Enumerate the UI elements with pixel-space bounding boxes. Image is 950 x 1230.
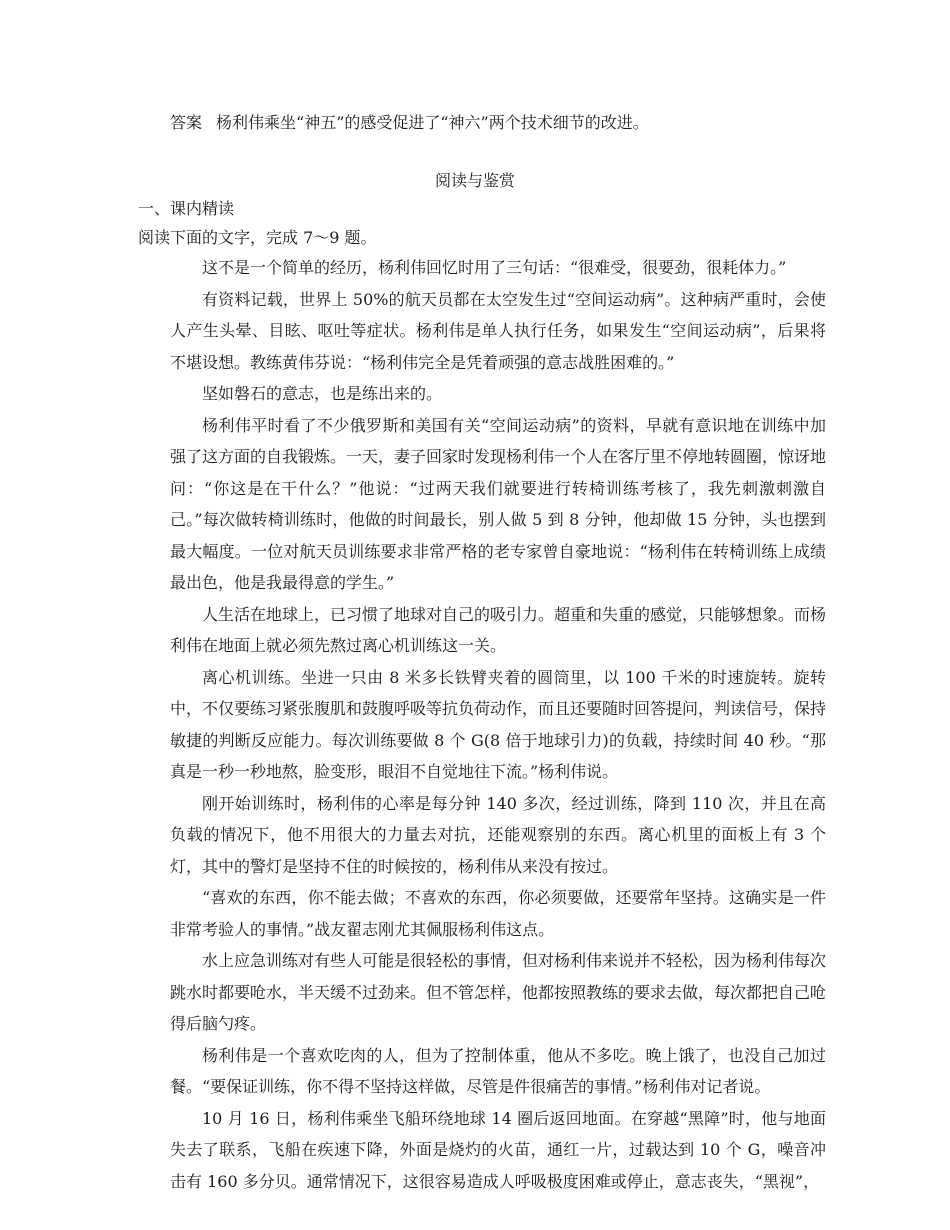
- passage-paragraph: 人生活在地球上，已习惯了地球对自己的吸引力。超重和失重的感觉，只能够想象。而杨利伟在地面上就必须先熬过离心机训练这一关。: [170, 604, 827, 655]
- reading-instruction: 阅读下面的文字，完成 7～9 题。: [138, 228, 377, 247]
- passage-paragraph: 这不是一个简单的经历，杨利伟回忆时用了三句话：“很难受，很要劲，很耗体力。”: [202, 258, 787, 277]
- passage-paragraph: 刚开始训练时，杨利伟的心率是每分钟 140 多次，经过训练，降到 110 次，并且在高负载的情况下，他不用很大的力量去对抗，还能观察别的东西。离心机里的面板上有 3 个灯，其中的警灯是坚持不住的时候按的，杨利伟从来没有按过。: [170, 793, 826, 876]
- answer-text: 杨利伟乘坐“神五”的感受促进了“神六”两个技术细节的改进。: [216, 113, 649, 132]
- answer-line: [170, 110, 649, 136]
- passage-paragraph: 水上应急训练对有些人可能是很轻松的事情，但对杨利伟来说并不轻松，因为杨利伟每次跳水时都要呛水，半天缓不过劲来。但不管怎样，他都按照教练的要求去做，每次都把自己呛得后脑勺疼。: [170, 951, 827, 1033]
- reading-passage: [170, 252, 826, 1197]
- subsection-heading: 一、课内精读: [138, 199, 235, 218]
- passage-paragraph: 杨利伟是一个喜欢吃肉的人，但为了控制体重，他从不多吃。晚上饿了，也没自己加过餐。“要保证训练，你不得不坚持这样做，尽管是件很痛苦的事情。”杨利伟对记者说。: [170, 1045, 826, 1096]
- passage-paragraph: 杨利伟平时看了不少俄罗斯和美国有关“空间运动病”的资料，早就有意识地在训练中加强了这方面的自我锻炼。一天，妻子回家时发现杨利伟一个人在客厅里不停地转圆圈，惊讶地问：“你这是在干什么？”他说：“过两天我们就要进行转椅训练考核了，我先刺激刺激自己。”每次做转椅训练时，他做的时间最长，别人做 5 到 8 分钟，他却做 15 分钟，头也摆到最大幅度。一位对航天员训练要求非常严格的老专家曾自豪地说：“杨利伟在转椅训练上成绩最出色，他是我最得意的学生。”: [170, 415, 827, 592]
- answer-label: 答案: [170, 113, 203, 132]
- passage-paragraph: 离心机训练。坐进一只由 8 米多长铁臂夹着的圆筒里，以 100 千米的时速旋转。旋转中，不仅要练习紧张腹肌和鼓腹呼吸等抗负荷动作，而且还要随时回答提问，判读信号，保持敏捷的判断反应能力。每次训练要做 8 个 G(8 倍于地球引力)的负载，持续时间 40 秒。“那真是一秒一秒地熬，脸变形，眼泪不自觉地往下流。”杨利伟说。: [170, 667, 827, 781]
- passage-paragraph: 有资料记载，世界上 50%的航天员都在太空发生过“空间运动病”。这种病严重时，会使人产生头晕、目眩、呕吐等症状。杨利伟是单人执行任务，如果发生“空间运动病”，后果将不堪设想。教练黄伟芬说：“杨利伟完全是凭着顽强的意志战胜困难的。”: [170, 289, 826, 372]
- section-title: 阅读与鉴赏: [434, 171, 515, 190]
- passage-paragraph: 10 月 16 日，杨利伟乘坐飞船环绕地球 14 圈后返回地面。在穿越“黑障”时，他与地面失去了联系，飞船在疾速下降，外面是烧灼的火苗，通红一片，过载达到 10 个 G，噪音冲击有 160 多分贝。通常情况下，这很容易造成人呼吸极度困难或停止，意志丧失，“黑视”，: [170, 1108, 826, 1191]
- passage-paragraph: 坚如磐石的意志，也是练出来的。: [202, 384, 443, 403]
- passage-paragraph: “喜欢的东西，你不能去做；不喜欢的东西，你必须要做，还要常年坚持。这确实是一件非常考验人的事情。”战友翟志刚尤其佩服杨利伟这点。: [170, 888, 826, 939]
